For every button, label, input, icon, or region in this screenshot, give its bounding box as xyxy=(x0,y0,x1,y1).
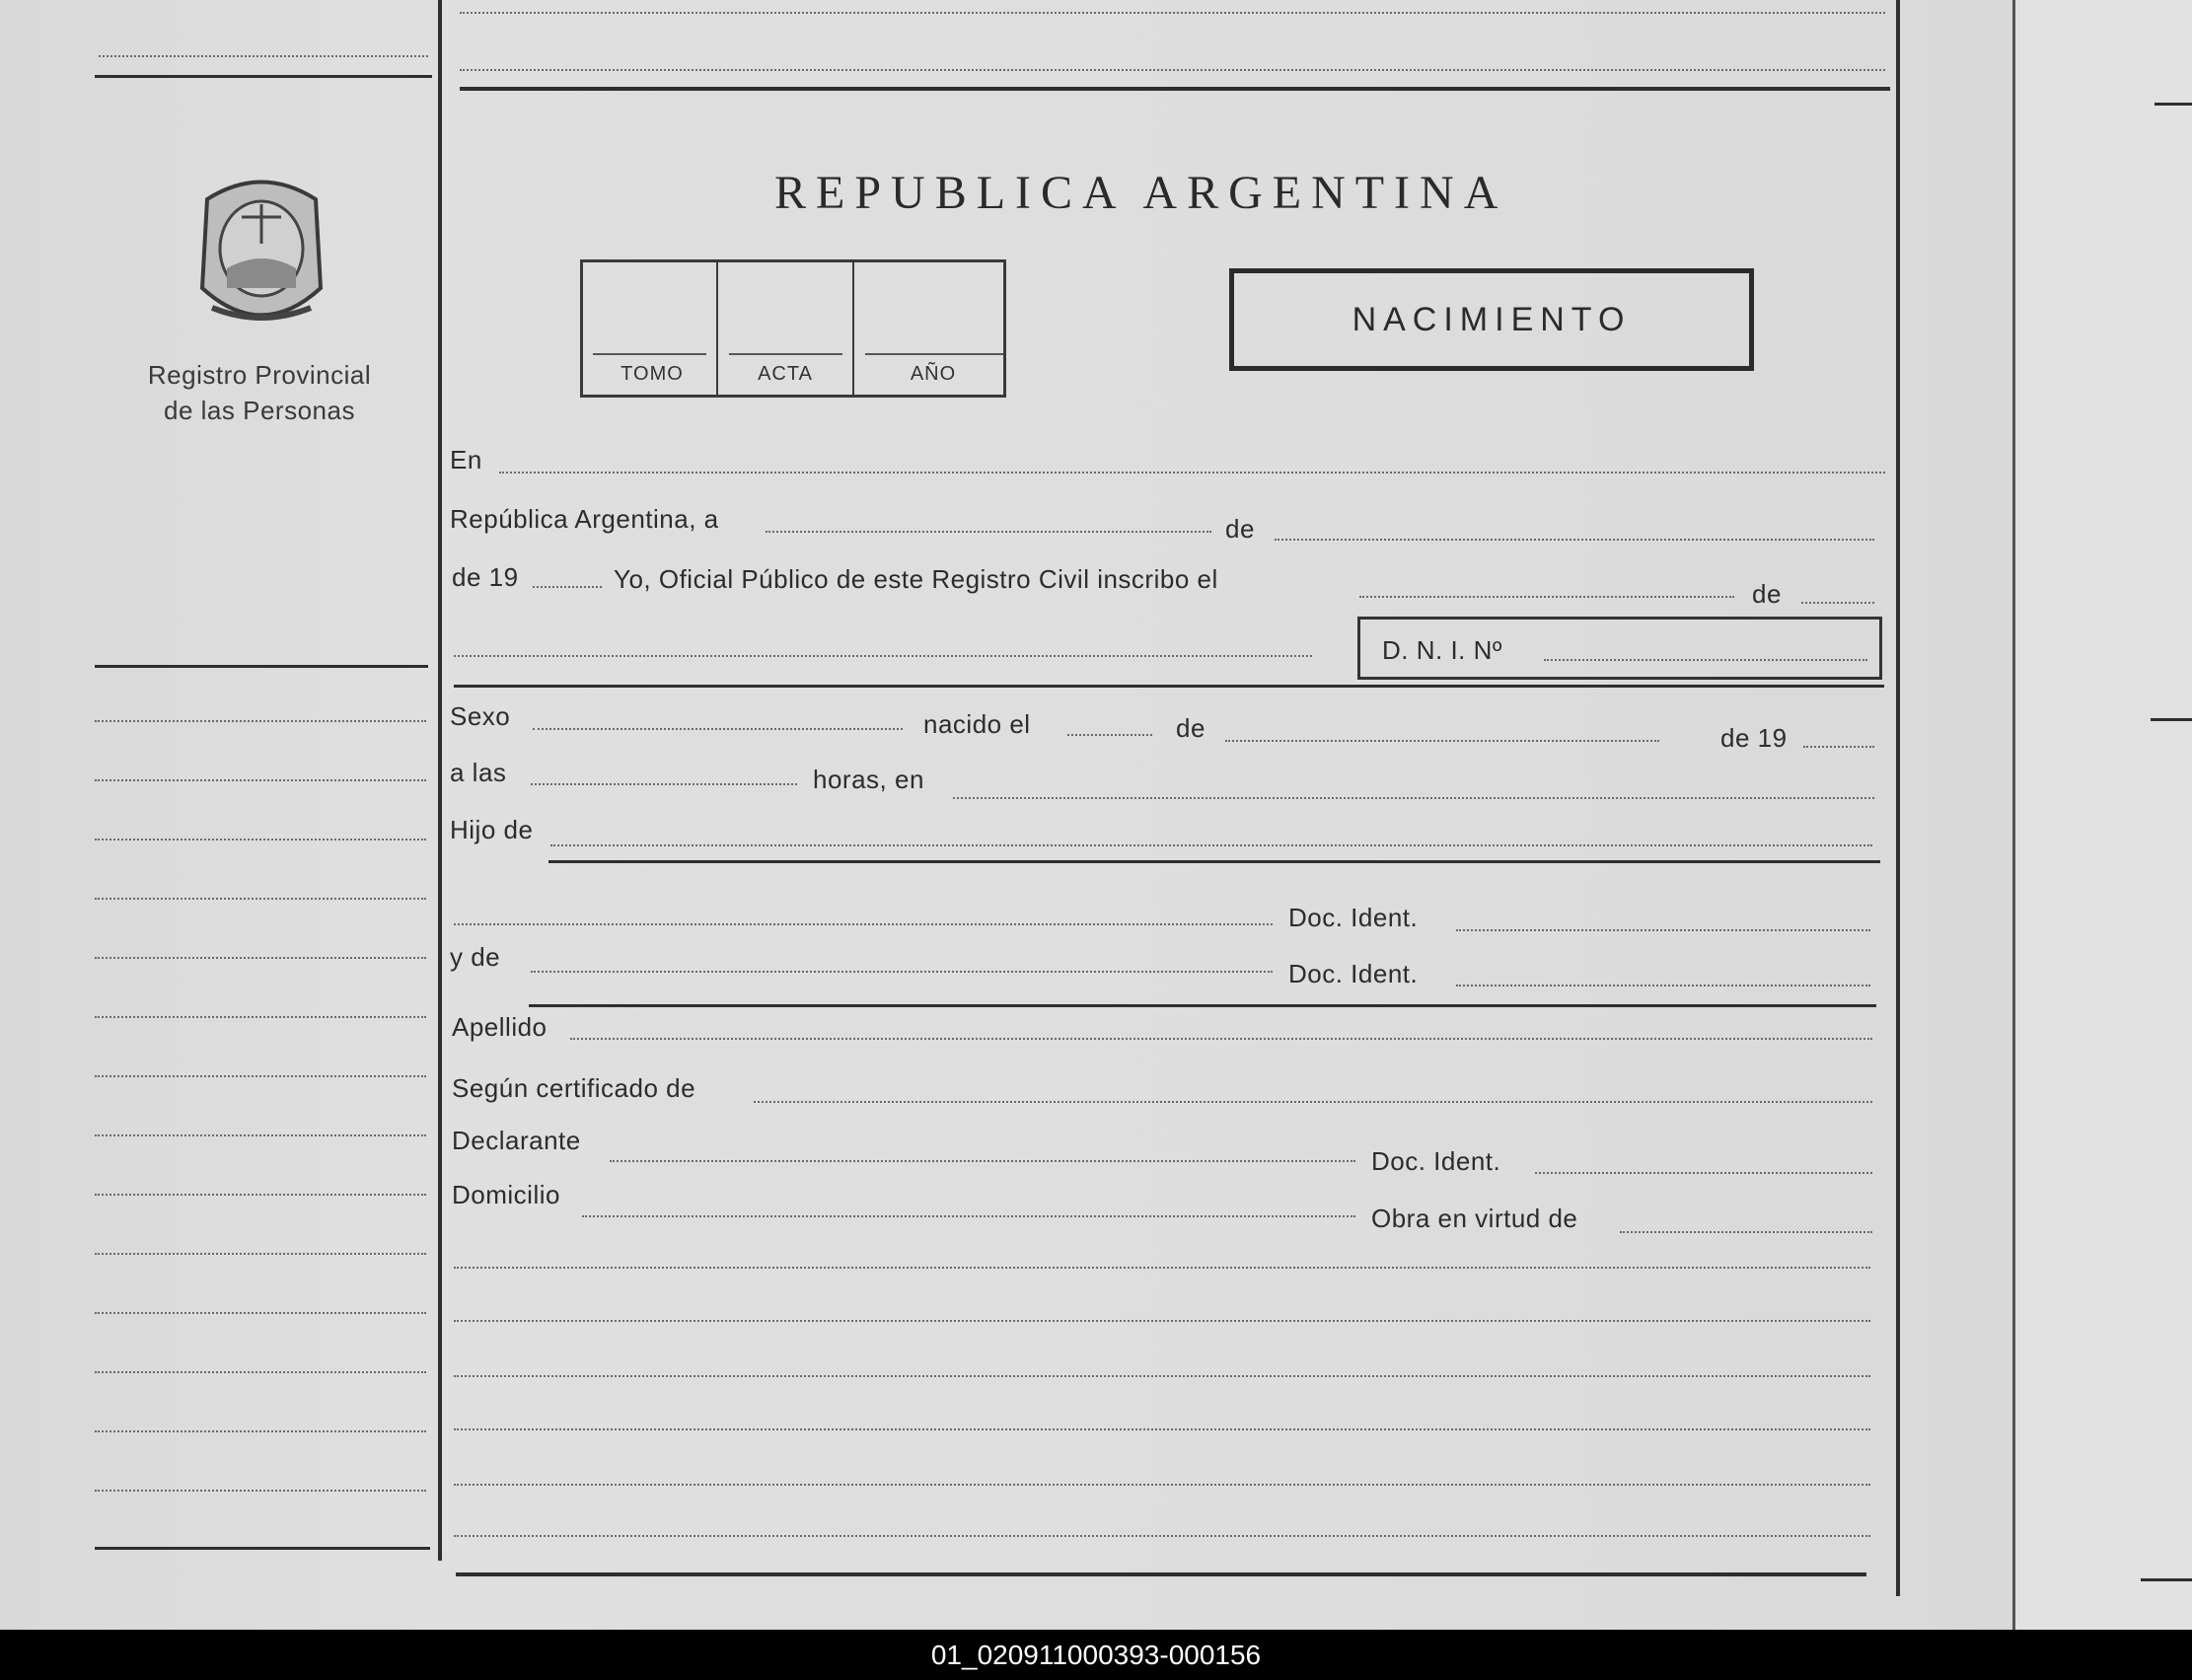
issuer-line-2: de las Personas xyxy=(164,396,355,425)
blank-line xyxy=(454,1320,1870,1322)
fill-line xyxy=(754,1101,1872,1103)
record-type-label: NACIMIENTO xyxy=(1352,300,1632,338)
fill-line xyxy=(953,797,1874,799)
adjacent-page-rule xyxy=(2151,718,2192,721)
fill-line xyxy=(570,1038,1872,1040)
fill-line xyxy=(533,728,903,730)
stub-dotted-line xyxy=(95,1016,426,1018)
fill-line xyxy=(1359,596,1734,598)
label-doc-ident: Doc. Ident. xyxy=(1288,903,1419,932)
adjacent-page xyxy=(2012,0,2192,1630)
fill-line xyxy=(550,844,1872,846)
stub-dotted-line xyxy=(95,1312,426,1314)
stub-dotted-line xyxy=(95,779,426,781)
blank-line xyxy=(454,1267,1870,1269)
stub-dotted-line xyxy=(95,957,426,959)
fill-line xyxy=(1275,539,1874,541)
form-bottom-rule xyxy=(456,1572,1866,1576)
fill-line xyxy=(454,923,1273,925)
label-horas-en: horas, en xyxy=(813,765,924,794)
stub-rule xyxy=(95,665,428,668)
issuer-line-1: Registro Provincial xyxy=(147,360,372,390)
fill-line xyxy=(1801,602,1874,604)
label-domicilio: Domicilio xyxy=(452,1180,560,1209)
blank-line xyxy=(454,1484,1870,1486)
record-type-box xyxy=(1229,268,1754,371)
parent-rule xyxy=(548,860,1880,863)
document-title: REPUBLICA ARGENTINA xyxy=(774,167,1508,219)
label-doc-ident: Doc. Ident. xyxy=(1288,959,1419,988)
label-de: de xyxy=(1176,713,1206,743)
form-top-rule xyxy=(460,87,1890,91)
image-id-label: 01_020911000393-000156 xyxy=(930,1640,1262,1670)
label-de-19: de 19 xyxy=(452,562,519,592)
label-yo-oficial: Yo, Oficial Público de este Registro Civil inscribo el xyxy=(614,564,1218,594)
stub-rule xyxy=(95,1547,430,1550)
stub-dotted-line xyxy=(95,1075,426,1077)
blank-line xyxy=(454,1375,1870,1377)
stub-dotted-line xyxy=(95,1371,426,1373)
stub-dotted-line xyxy=(95,1253,426,1255)
fill-line xyxy=(1456,985,1870,986)
fill-line xyxy=(533,586,602,588)
stub-dotted-line xyxy=(95,1134,426,1136)
form-right-border xyxy=(1896,0,1900,1596)
misiones-coat-of-arms-icon xyxy=(187,170,335,337)
image-id-footer xyxy=(0,1630,2192,1680)
fill-line xyxy=(1456,929,1870,931)
top-dotted-line xyxy=(460,12,1885,14)
label-republica-a: República Argentina, a xyxy=(450,504,719,534)
label-a-las: a las xyxy=(450,758,507,787)
section-rule xyxy=(454,685,1884,688)
fill-line xyxy=(454,655,1312,657)
label-obra: Obra en virtud de xyxy=(1371,1204,1578,1233)
fill-line xyxy=(531,783,797,785)
acta-fill-line xyxy=(729,353,842,355)
fill-line xyxy=(610,1160,1355,1162)
stub-dotted-line xyxy=(95,1490,426,1492)
top-dotted-line xyxy=(460,69,1885,71)
fill-line xyxy=(1225,740,1659,742)
dni-label: D. N. I. Nº xyxy=(1382,635,1502,665)
adjacent-page-rule xyxy=(2155,103,2192,106)
fill-line xyxy=(1803,746,1874,748)
next-page-edge xyxy=(2012,0,2015,1630)
stub-divider-line xyxy=(438,0,442,1561)
label-y-de: y de xyxy=(450,942,501,972)
registry-box-divider xyxy=(716,262,718,395)
tomo-fill-line xyxy=(593,353,706,355)
stub-dotted-line xyxy=(95,898,426,900)
blank-line xyxy=(454,1428,1870,1430)
stub-dotted-line xyxy=(95,839,426,840)
fill-line xyxy=(582,1215,1355,1217)
acta-label: ACTA xyxy=(758,363,813,385)
label-de: de xyxy=(1752,579,1782,609)
dni-fill-line xyxy=(1544,659,1867,661)
label-declarante: Declarante xyxy=(452,1126,581,1155)
tomo-label: TOMO xyxy=(621,363,684,385)
ano-label: AÑO xyxy=(910,363,957,385)
fill-line xyxy=(531,971,1273,973)
fill-line xyxy=(1620,1231,1872,1233)
registry-box xyxy=(580,259,1006,398)
stub-dotted-line xyxy=(99,55,428,57)
parent-rule xyxy=(529,1004,1876,1007)
label-de-19: de 19 xyxy=(1720,723,1788,753)
label-en: En xyxy=(450,445,482,475)
fill-line xyxy=(499,472,1885,474)
label-de: de xyxy=(1225,514,1255,544)
dni-box xyxy=(1357,617,1882,680)
label-sexo: Sexo xyxy=(450,701,511,731)
stub-rule xyxy=(95,75,432,78)
stub-dotted-line xyxy=(95,1430,426,1432)
label-hijo-de: Hijo de xyxy=(450,815,534,844)
ano-fill-line xyxy=(865,353,1003,355)
label-apellido: Apellido xyxy=(452,1012,548,1042)
fill-line xyxy=(1535,1172,1872,1174)
fill-line xyxy=(766,531,1211,533)
label-doc-ident: Doc. Ident. xyxy=(1371,1146,1501,1176)
stub-dotted-line xyxy=(95,1194,426,1196)
fill-line xyxy=(1067,734,1152,736)
blank-line xyxy=(454,1535,1870,1537)
registry-box-divider xyxy=(852,262,854,395)
label-segun: Según certificado de xyxy=(452,1073,696,1103)
stub-dotted-line xyxy=(95,720,426,722)
adjacent-page-rule xyxy=(2141,1578,2192,1581)
label-nacido-el: nacido el xyxy=(923,709,1031,739)
